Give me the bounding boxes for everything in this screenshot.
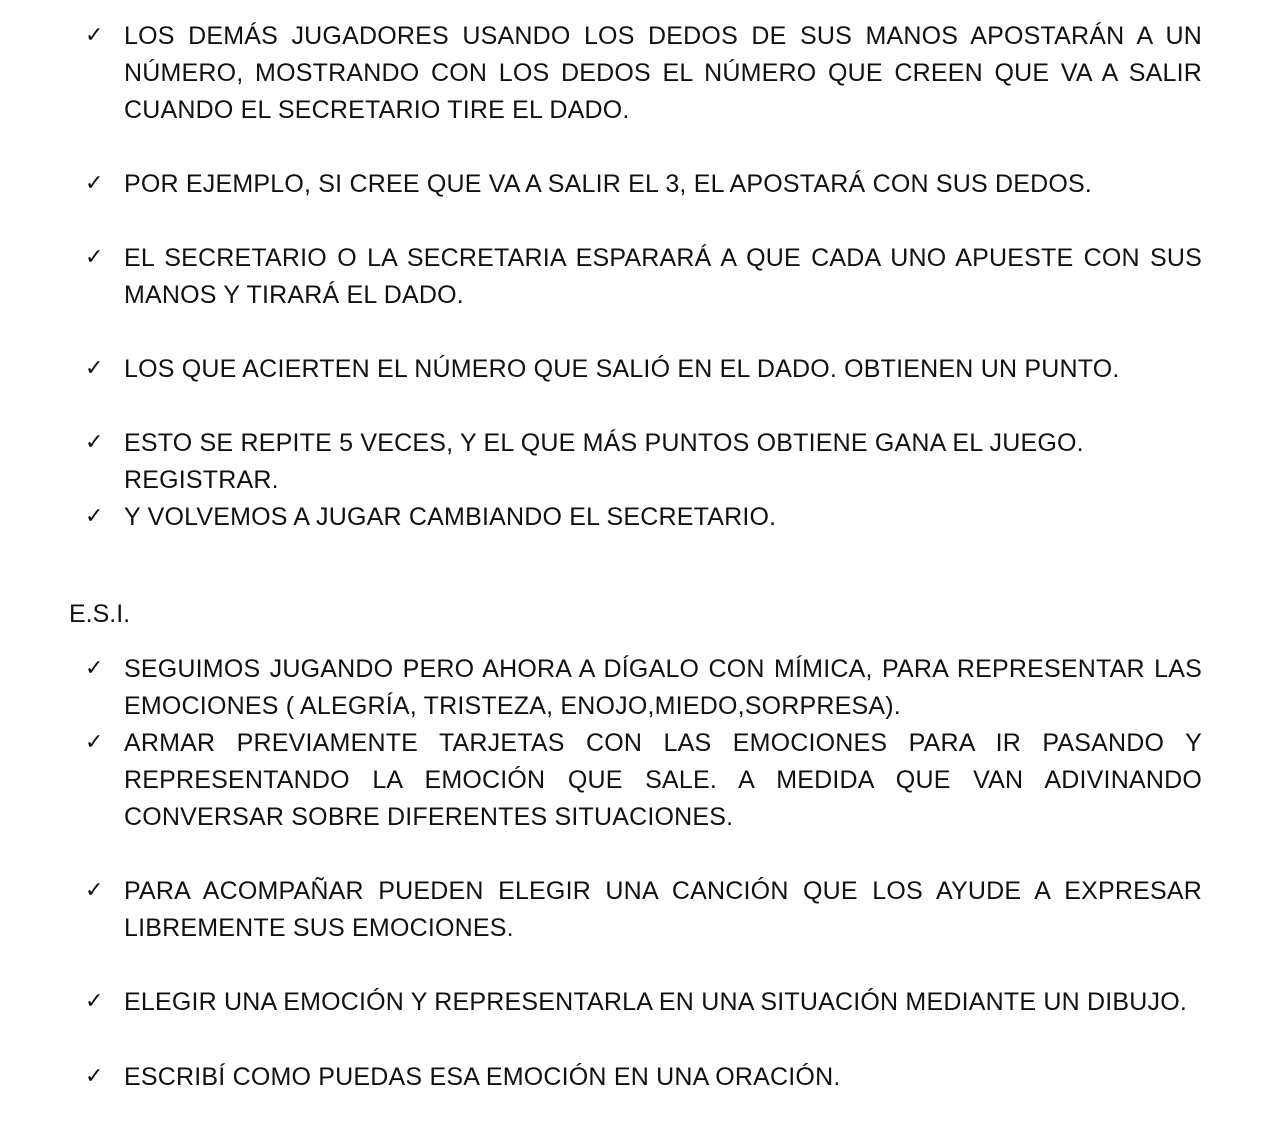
list-item — [85, 499, 1202, 536]
list-item-text: POR EJEMPLO, SI CREE QUE VA A SALIR EL 3, EL APOSTARÁ CON SUS DEDOS. — [124, 170, 1093, 198]
check-mark-icon: ✓ — [85, 878, 104, 903]
check-mark-icon: ✓ — [85, 430, 104, 455]
list-item — [85, 166, 1202, 203]
list-item — [85, 425, 1202, 499]
check-mark-icon: ✓ — [85, 171, 104, 196]
list-item-text: ESCRIBÍ COMO PUEDAS ESA EMOCIÓN EN UNA ORACIÓN. — [124, 1063, 841, 1091]
list-item-text: LOS QUE ACIERTEN EL NÚMERO QUE SALIÓ EN EL DADO. OBTIENEN UN PUNTO. — [124, 355, 1120, 383]
list-item-text: EL SECRETARIO O LA SECRETARIA ESPARARÁ A QUE CADA UNO APUESTE CON SUS MANOS Y TIRARÁ EL DADO. — [124, 244, 1202, 309]
list-item — [85, 725, 1202, 836]
check-mark-icon: ✓ — [85, 730, 104, 755]
list-item-text: LOS DEMÁS JUGADORES USANDO LOS DEDOS DE SUS MANOS APOSTARÁN A UN NÚMERO, MOSTRANDO CON LOS DEDOS EL NÚMERO QUE CREEN QUE VA A SALIR CUANDO EL SECRETARIO TIRE EL DADO. — [124, 22, 1202, 124]
check-mark-icon: ✓ — [85, 1064, 104, 1089]
list-item-text: ESTO SE REPITE 5 VECES, Y EL QUE MÁS PUNTOS OBTIENE GANA EL JUEGO. REGISTRAR. — [124, 429, 1084, 494]
check-mark-icon: ✓ — [85, 656, 104, 681]
section-heading: E.S.I. — [69, 600, 131, 628]
check-mark-icon: ✓ — [85, 23, 104, 48]
list-item — [85, 240, 1202, 314]
list-item — [85, 873, 1202, 947]
list-item — [85, 18, 1202, 129]
list-item-text: ARMAR PREVIAMENTE TARJETAS CON LAS EMOCIONES PARA IR PASANDO Y REPRESENTANDO LA EMOCIÓN QUE SALE. A MEDIDA QUE VAN ADIVINANDO CONVERSAR SOBRE DIFERENTES SITUACIONES. — [124, 729, 1202, 831]
list-item — [85, 1059, 1202, 1096]
list-item-text: SEGUIMOS JUGANDO PERO AHORA A DÍGALO CON MÍMICA, PARA REPRESENTAR LAS EMOCIONES ( ALEGRÍA, TRISTEZA, ENOJO,MIEDO,SORPRESA). — [124, 655, 1202, 720]
list-item — [85, 984, 1202, 1021]
check-mark-icon: ✓ — [85, 356, 104, 381]
list-item — [85, 651, 1202, 725]
list-item — [85, 351, 1202, 388]
list-item-text: Y VOLVEMOS A JUGAR CAMBIANDO EL SECRETARIO. — [124, 503, 777, 531]
list-item-text: PARA ACOMPAÑAR PUEDEN ELEGIR UNA CANCIÓN QUE LOS AYUDE A EXPRESAR LIBREMENTE SUS EMOCIONES. — [124, 877, 1202, 942]
check-mark-icon: ✓ — [85, 989, 104, 1014]
check-mark-icon: ✓ — [85, 504, 104, 529]
list-item-text: ELEGIR UNA EMOCIÓN Y REPRESENTARLA EN UNA SITUACIÓN MEDIANTE UN DIBUJO. — [124, 988, 1188, 1016]
check-mark-icon: ✓ — [85, 245, 104, 270]
